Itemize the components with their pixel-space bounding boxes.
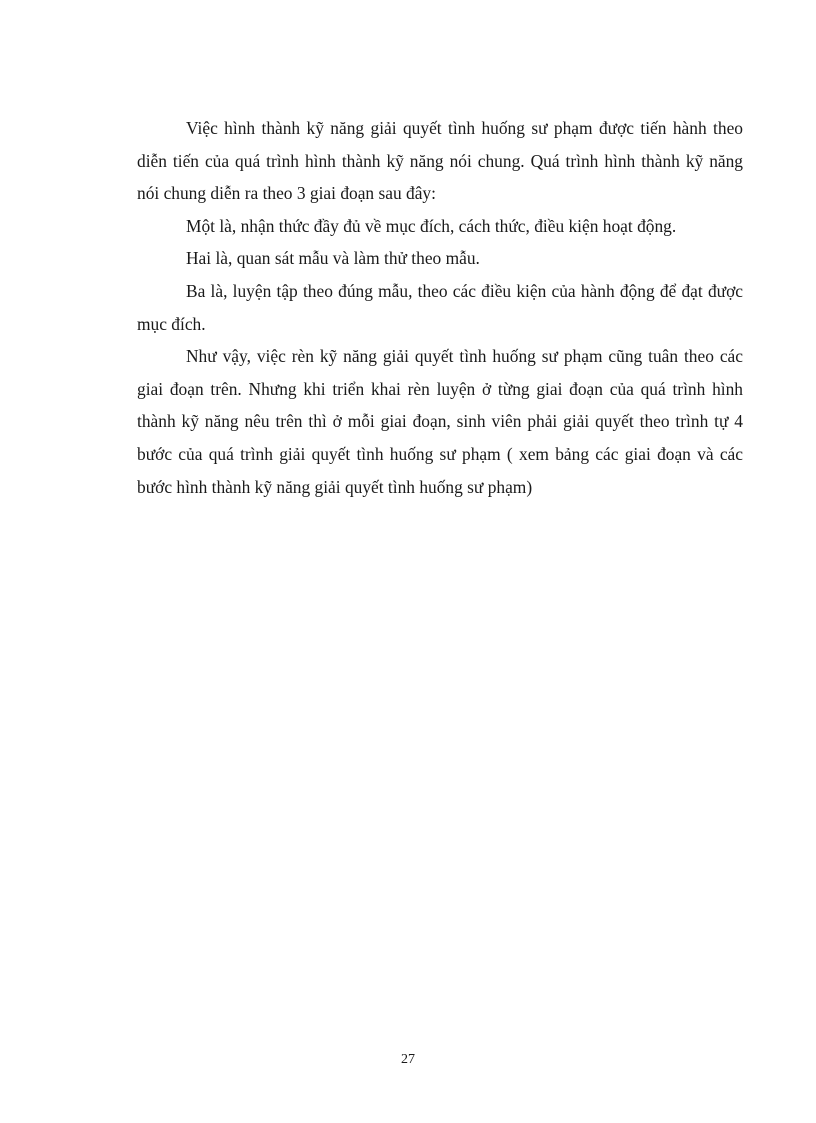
paragraph-stage-two: Hai là, quan sát mẫu và làm thử theo mẫu. (186, 248, 480, 269)
paragraph-conclusion: Như vậy, việc rèn kỹ năng giải quyết tình huống sư phạm cũng tuân theo các giai đoạn trên. Nhưng khi triển khai rèn luyện ở từng giai đoạn của quá trình hình thành kỹ năng nêu trên thì ở mỗi giai đoạn, sinh viên phải giải quyết theo trình tự 4 bước của quá trình giải quyết tình huống sư phạm ( xem bảng các giai đoạn và các bước hình thành kỹ năng giải quyết tình huống sư phạm) (137, 346, 743, 497)
paragraph-stage-one: Một là, nhận thức đầy đủ về mục đích, cách thức, điều kiện hoạt động. (186, 215, 677, 236)
page-number: 27 (401, 1052, 415, 1067)
paragraph-intro: Việc hình thành kỹ năng giải quyết tình huống sư phạm được tiến hành theo diễn tiến của quá trình hình thành kỹ năng nói chung. Quá trình hình thành kỹ năng nói chung diễn ra theo 3 giai đoạn sau đây: (137, 118, 743, 204)
paragraph-stage-three: Ba là, luyện tập theo đúng mẫu, theo các điều kiện của hành động để đạt được mục đích. (137, 280, 743, 334)
body-text (137, 112, 743, 503)
